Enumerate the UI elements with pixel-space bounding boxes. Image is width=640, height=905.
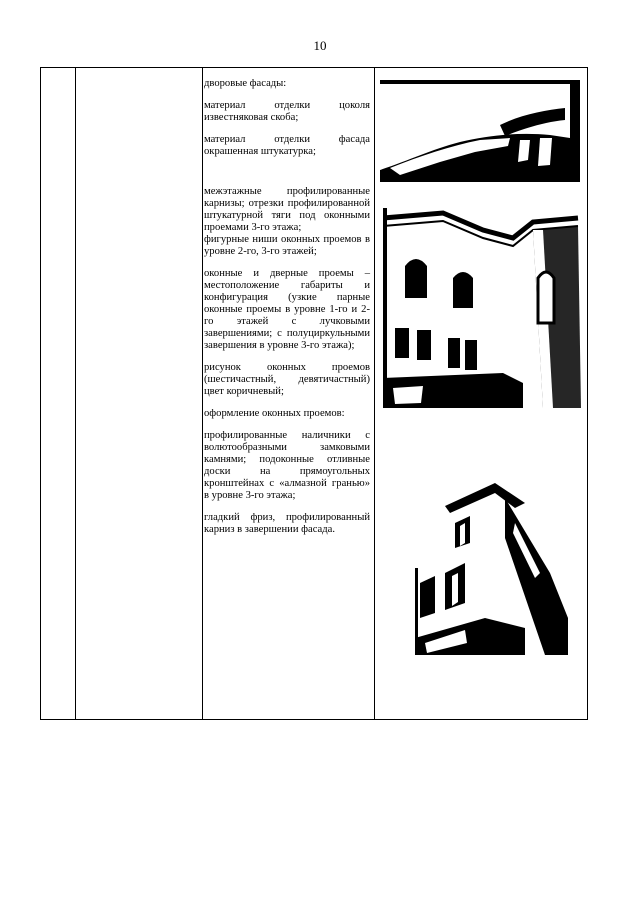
column-divider-3 xyxy=(374,68,375,719)
paragraph-surrounds: профилированные наличники с волютообразными замковыми камнями; подоконные отливные доски на прямоугольных кронштейнах с «алмазной гранью» в уровне 3-го этажа; xyxy=(204,430,370,501)
paragraph-courtyard-facades: дворовые фасады: xyxy=(204,78,287,89)
paragraph-facade-material: материал отделки фасада окрашенная штукатурка; xyxy=(204,134,370,157)
paragraph-frieze: гладкий фриз, профилированный карниз в завершении фасада. xyxy=(204,512,370,535)
paragraph-openings: оконные и дверные проемы – местоположение габариты и конфигурация (узкие парные оконные проемы в уровне 1-го и 2-го этажей с лучковыми завершениями; с полуциркульными завершения в уровне 3-го этажа); xyxy=(204,268,370,351)
column-divider-1 xyxy=(75,68,76,719)
column-divider-2 xyxy=(202,68,203,719)
building-corner-photo-icon xyxy=(415,478,568,655)
paragraph-window-decoration: оформление оконных проемов: xyxy=(204,408,345,419)
page-number: 10 xyxy=(313,38,327,53)
courtyard-facade-photo xyxy=(383,208,581,408)
description-column xyxy=(204,78,370,546)
plinth-photo xyxy=(380,80,580,182)
building-corner-photo xyxy=(415,478,568,655)
paragraph-plinth-material: материал отделки цоколя известняковая скоба; xyxy=(204,100,370,123)
plinth-photo-icon xyxy=(380,80,580,182)
courtyard-facade-photo-icon xyxy=(383,208,581,408)
paragraph-window-pattern: рисунок оконных проемов (шестичастный, девятичастный) цвет коричневый; xyxy=(204,362,370,397)
paragraph-cornices: межэтажные профилированные карнизы; отрезки профилированной штукатурной тяги под оконными проемами 3-го этажа; фигурные ниши оконных проемов в уровне 2-го, 3-го этажей; xyxy=(204,186,370,257)
